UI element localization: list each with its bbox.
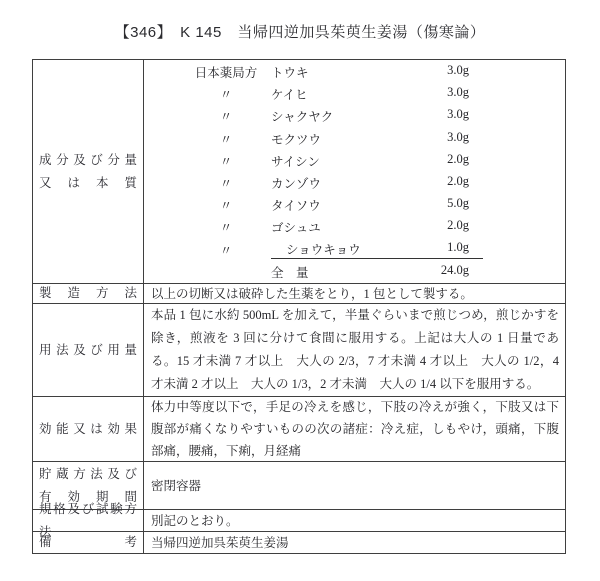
ingredient-amount: 1.0g bbox=[447, 240, 469, 255]
row-label-line: 製造方法 bbox=[39, 286, 137, 300]
ditto-mark: 〃 bbox=[219, 154, 233, 169]
ingredients-cell bbox=[144, 60, 565, 283]
ingredient-line bbox=[144, 150, 565, 172]
storage-cell bbox=[144, 462, 565, 509]
row-label-specs bbox=[33, 501, 144, 539]
ingredient-amount: 3.0g bbox=[447, 129, 469, 144]
ditto-mark: 〃 bbox=[219, 199, 233, 214]
ingredient-name: タイソウ bbox=[271, 199, 321, 214]
row-label-line: 又は本質 bbox=[39, 175, 137, 190]
row-label-dosage bbox=[33, 304, 144, 396]
table-row-specs bbox=[33, 501, 565, 539]
table-row-indications bbox=[33, 396, 565, 461]
ingredient-amount: 3.0g bbox=[447, 107, 469, 122]
indications-text: 体力中等度以下で，手足の冷えを感じ，下肢の冷えが強く，下肢又は下腹部が痛くなりやすいものの次の諸症：冷え症，しもやけ，頭痛，下腹部痛，腰痛，下痢，月経痛 bbox=[151, 400, 559, 458]
ditto-mark: 〃 bbox=[219, 110, 233, 125]
table-row-manufacturing bbox=[33, 283, 565, 303]
row-label-remarks bbox=[33, 532, 144, 553]
dosage-text: 本品 1 包に水約 500mL を加えて，半量ぐらいまで煎じつめ，煎じかすを除き，煎液を 3 回に分けて食間に服用する。上記は大人の 1 日量である。15 才未満 7 才以上 大人の 2/3，7 才未満 4 才以上 大人の 1/2，4 才未満 2 才以上 大人の 1/3，2 才未満 大人の 1/4 以下を服用する。 bbox=[151, 308, 559, 391]
table-row-remarks bbox=[33, 531, 565, 553]
ingredient-list bbox=[144, 60, 565, 283]
specs-cell bbox=[144, 510, 565, 531]
table-row-ingredients bbox=[33, 60, 565, 283]
ingredient-line bbox=[144, 172, 565, 194]
specs-text: 別記のとおり。 bbox=[151, 513, 239, 528]
ingredient-name: ケイヒ bbox=[271, 88, 308, 103]
ingredient-amount: 5.0g bbox=[447, 196, 469, 211]
indications-cell bbox=[144, 397, 565, 461]
storage-text: 密閉容器 bbox=[151, 478, 202, 493]
ingredient-name: ショウキョウ bbox=[286, 243, 361, 258]
ingredient-name: トウキ bbox=[271, 66, 309, 81]
total-label: 全 量 bbox=[271, 265, 309, 280]
ditto-mark: 〃 bbox=[219, 221, 233, 236]
row-label-line: 用法及び用量 bbox=[39, 342, 137, 357]
ingredient-name: サイシン bbox=[271, 154, 320, 169]
ingredient-amount: 2.0g bbox=[447, 218, 469, 233]
row-label-line: 有効期間 bbox=[39, 489, 137, 504]
monograph-table bbox=[32, 59, 566, 554]
row-label-line: 成分及び分量 bbox=[39, 152, 137, 167]
ingredient-line bbox=[144, 216, 565, 238]
ditto-mark: 〃 bbox=[219, 88, 233, 103]
dosage-cell bbox=[144, 304, 565, 396]
ingredient-name: ゴシュユ bbox=[271, 221, 321, 236]
ingredient-amount: 3.0g bbox=[447, 63, 469, 78]
ingredient-amount: 2.0g bbox=[447, 151, 469, 166]
ingredient-name: シャクヤク bbox=[271, 110, 334, 125]
pharmacopeia-label: 日本薬局方 bbox=[194, 66, 258, 81]
ingredient-line bbox=[144, 194, 565, 216]
ingredient-name: モクツウ bbox=[271, 132, 322, 147]
total-amount: 24.0g bbox=[440, 262, 469, 277]
row-label-line: 効能又は効果 bbox=[39, 421, 137, 436]
ingredient-line bbox=[144, 83, 565, 105]
row-label-ingredients bbox=[33, 60, 144, 283]
ingredient-line bbox=[144, 105, 565, 127]
ingredient-amount: 2.0g bbox=[447, 174, 469, 189]
manufacturing-text: 以上の切断又は破砕した生薬をとり，1 包として製する。 bbox=[151, 286, 473, 301]
row-label-indications bbox=[33, 397, 144, 461]
ingredient-line bbox=[144, 128, 565, 150]
row-label-manufacturing bbox=[33, 284, 144, 303]
total-line bbox=[144, 261, 565, 283]
row-label-line: 備考 bbox=[39, 535, 137, 549]
remarks-text: 当帰四逆加呉茱萸生姜湯 bbox=[151, 535, 289, 550]
page-title: 【346】 K 145 当帰四逆加呉茱萸生姜湯（傷寒論） bbox=[114, 24, 486, 41]
row-label-line: 規格及び試験方法 bbox=[39, 501, 137, 539]
ingredient-name: カンゾウ bbox=[271, 177, 322, 192]
ingredient-line bbox=[144, 61, 565, 83]
ditto-mark: 〃 bbox=[219, 243, 233, 258]
row-label-line: 貯蔵方法及び bbox=[39, 466, 137, 481]
manufacturing-cell bbox=[144, 284, 565, 303]
remarks-cell bbox=[144, 532, 565, 553]
ingredient-line-last bbox=[144, 239, 565, 261]
table-row-dosage bbox=[33, 303, 565, 396]
ditto-mark: 〃 bbox=[219, 132, 233, 147]
ingredient-amount: 3.0g bbox=[447, 85, 469, 100]
ditto-mark: 〃 bbox=[219, 177, 233, 192]
